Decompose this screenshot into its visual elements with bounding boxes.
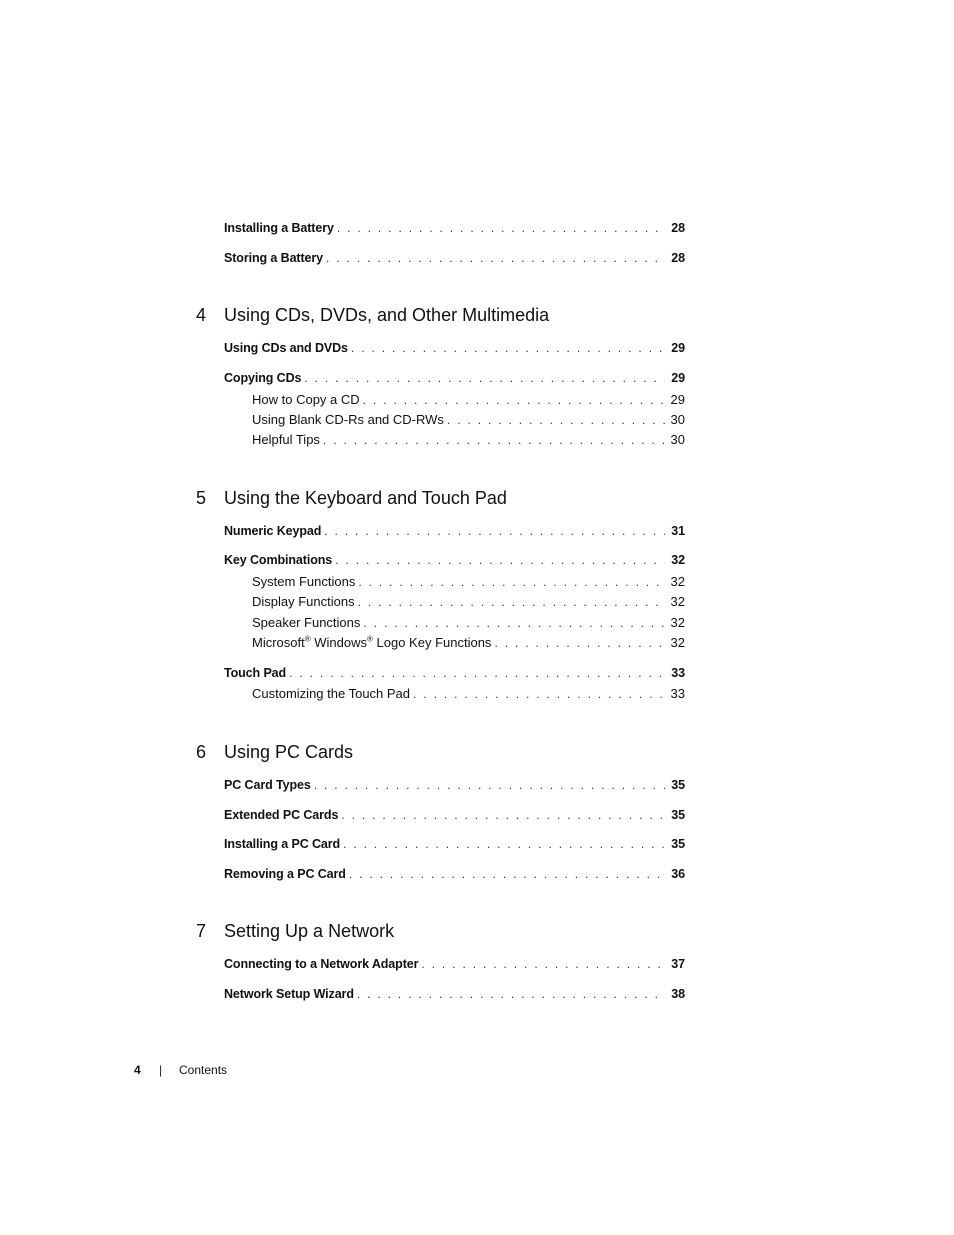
toc-entry-title: Extended PC Cards [224, 808, 339, 822]
toc-entry-title: Helpful Tips [252, 432, 320, 447]
toc-entry-page: 35 [671, 837, 685, 851]
toc-entry-page: 32 [670, 594, 685, 609]
title-part: Windows [310, 635, 367, 650]
toc-entry-page: 29 [671, 341, 685, 355]
toc-entry-title: System Functions [252, 574, 356, 589]
toc-entry-title: Copying CDs [224, 371, 302, 385]
title-part: Microsoft [252, 635, 305, 650]
toc-entry[interactable] [224, 664, 685, 682]
toc-entry-title: Key Combinations [224, 553, 333, 567]
leader-dots [363, 391, 665, 409]
toc-entry[interactable] [224, 985, 685, 1003]
leader-dots [341, 806, 665, 824]
toc-entry-title: Network Setup Wizard [224, 987, 354, 1001]
toc-entry[interactable] [224, 339, 685, 357]
leader-dots [351, 339, 665, 357]
leader-dots [358, 573, 664, 591]
toc-entry-title: Customizing the Touch Pad [252, 686, 411, 701]
toc-entry-title: Speaker Functions [252, 615, 361, 630]
toc-entry-page: 32 [671, 553, 685, 567]
toc-entry[interactable] [224, 806, 685, 824]
toc-entry[interactable] [224, 551, 685, 569]
chapter-heading[interactable] [196, 486, 507, 510]
chapter-title: Setting Up a Network [224, 921, 395, 941]
leader-dots [349, 865, 665, 883]
leader-dots [413, 685, 665, 703]
title-part: Logo Key Functions [372, 635, 492, 650]
toc-entry-page: 33 [671, 666, 685, 680]
toc-entry-page: 28 [671, 221, 685, 235]
toc-entry-page: 36 [671, 867, 685, 881]
toc-entry[interactable] [224, 369, 685, 387]
toc-entry[interactable] [224, 522, 685, 540]
registered-mark: ® [304, 634, 311, 644]
toc-entry-title: PC Card Types [224, 778, 311, 792]
toc-entry-title: Connecting to a Network Adapter [224, 957, 419, 971]
leader-dots [324, 522, 665, 540]
toc-entry-title: Using Blank CD-Rs and CD-RWs [252, 412, 444, 427]
toc-entry[interactable] [224, 865, 685, 883]
toc-subentry[interactable] [252, 593, 685, 611]
toc-entry-page: 35 [671, 778, 685, 792]
toc-entry-page: 32 [670, 574, 685, 589]
chapter-number: 6 [196, 742, 207, 762]
toc-entry[interactable] [224, 835, 685, 853]
chapter-number: 5 [196, 488, 207, 508]
toc-entry-title: Removing a PC Card [224, 867, 346, 881]
footer-separator: | [159, 1063, 163, 1077]
toc-entry[interactable] [224, 955, 685, 973]
toc-entry[interactable] [224, 776, 685, 794]
leader-dots [304, 369, 665, 387]
toc-entry-page: 38 [671, 987, 685, 1001]
leader-dots [326, 249, 665, 267]
toc-entry-page: 29 [670, 392, 685, 407]
toc-subentry[interactable] [252, 614, 685, 632]
leader-dots [421, 955, 665, 973]
toc-entry-title: Numeric Keypad [224, 524, 322, 538]
toc-subentry[interactable] [252, 685, 685, 703]
chapter-heading[interactable] [196, 303, 549, 327]
chapter-title: Using the Keyboard and Touch Pad [224, 488, 507, 508]
toc-entry-title: Installing a Battery [224, 221, 334, 235]
chapter-heading[interactable] [196, 919, 394, 943]
toc-subentry[interactable] [252, 391, 685, 409]
leader-dots [314, 776, 665, 794]
toc-subentry[interactable] [252, 634, 685, 652]
leader-dots [289, 664, 665, 682]
toc-entry-page: 32 [670, 635, 685, 650]
toc-entry-page: 35 [671, 808, 685, 822]
toc-entry-page: 33 [670, 686, 685, 701]
toc-entry-page: 31 [671, 524, 685, 538]
toc-entry-page: 28 [671, 251, 685, 265]
toc-entry[interactable] [224, 249, 685, 267]
leader-dots [343, 835, 665, 853]
registered-mark: ® [367, 634, 373, 644]
toc-entry-page: 37 [671, 957, 685, 971]
leader-dots [335, 551, 665, 569]
toc-subentry[interactable] [252, 431, 685, 449]
toc-entry-page: 32 [670, 615, 685, 630]
toc-subentry[interactable] [252, 573, 685, 591]
toc-entry-title [252, 634, 491, 652]
toc-entry-title: Using CDs and DVDs [224, 341, 348, 355]
toc-entry-page: 29 [671, 371, 685, 385]
toc-subentry[interactable] [252, 411, 685, 429]
toc-entry-title: Storing a Battery [224, 251, 324, 265]
toc-entry[interactable] [224, 219, 685, 237]
leader-dots [337, 219, 665, 237]
toc-entry-page: 30 [670, 432, 685, 447]
chapter-title: Using PC Cards [224, 742, 354, 762]
chapter-title: Using CDs, DVDs, and Other Multimedia [224, 305, 550, 325]
footer-section-label: Contents [179, 1063, 228, 1077]
toc-entry-title: How to Copy a CD [252, 392, 360, 407]
chapter-number: 7 [196, 921, 207, 941]
toc-entry-title: Touch Pad [224, 666, 287, 680]
leader-dots [447, 411, 665, 429]
leader-dots [358, 593, 665, 611]
leader-dots [363, 614, 664, 632]
leader-dots [494, 634, 664, 652]
toc-entry-page: 30 [670, 412, 685, 427]
chapter-number: 4 [196, 305, 207, 325]
footer-page-number: 4 [134, 1063, 141, 1077]
chapter-heading[interactable] [196, 740, 353, 764]
leader-dots [323, 431, 665, 449]
leader-dots [357, 985, 665, 1003]
toc-entry-title: Installing a PC Card [224, 837, 341, 851]
toc-entry-title: Display Functions [252, 594, 355, 609]
